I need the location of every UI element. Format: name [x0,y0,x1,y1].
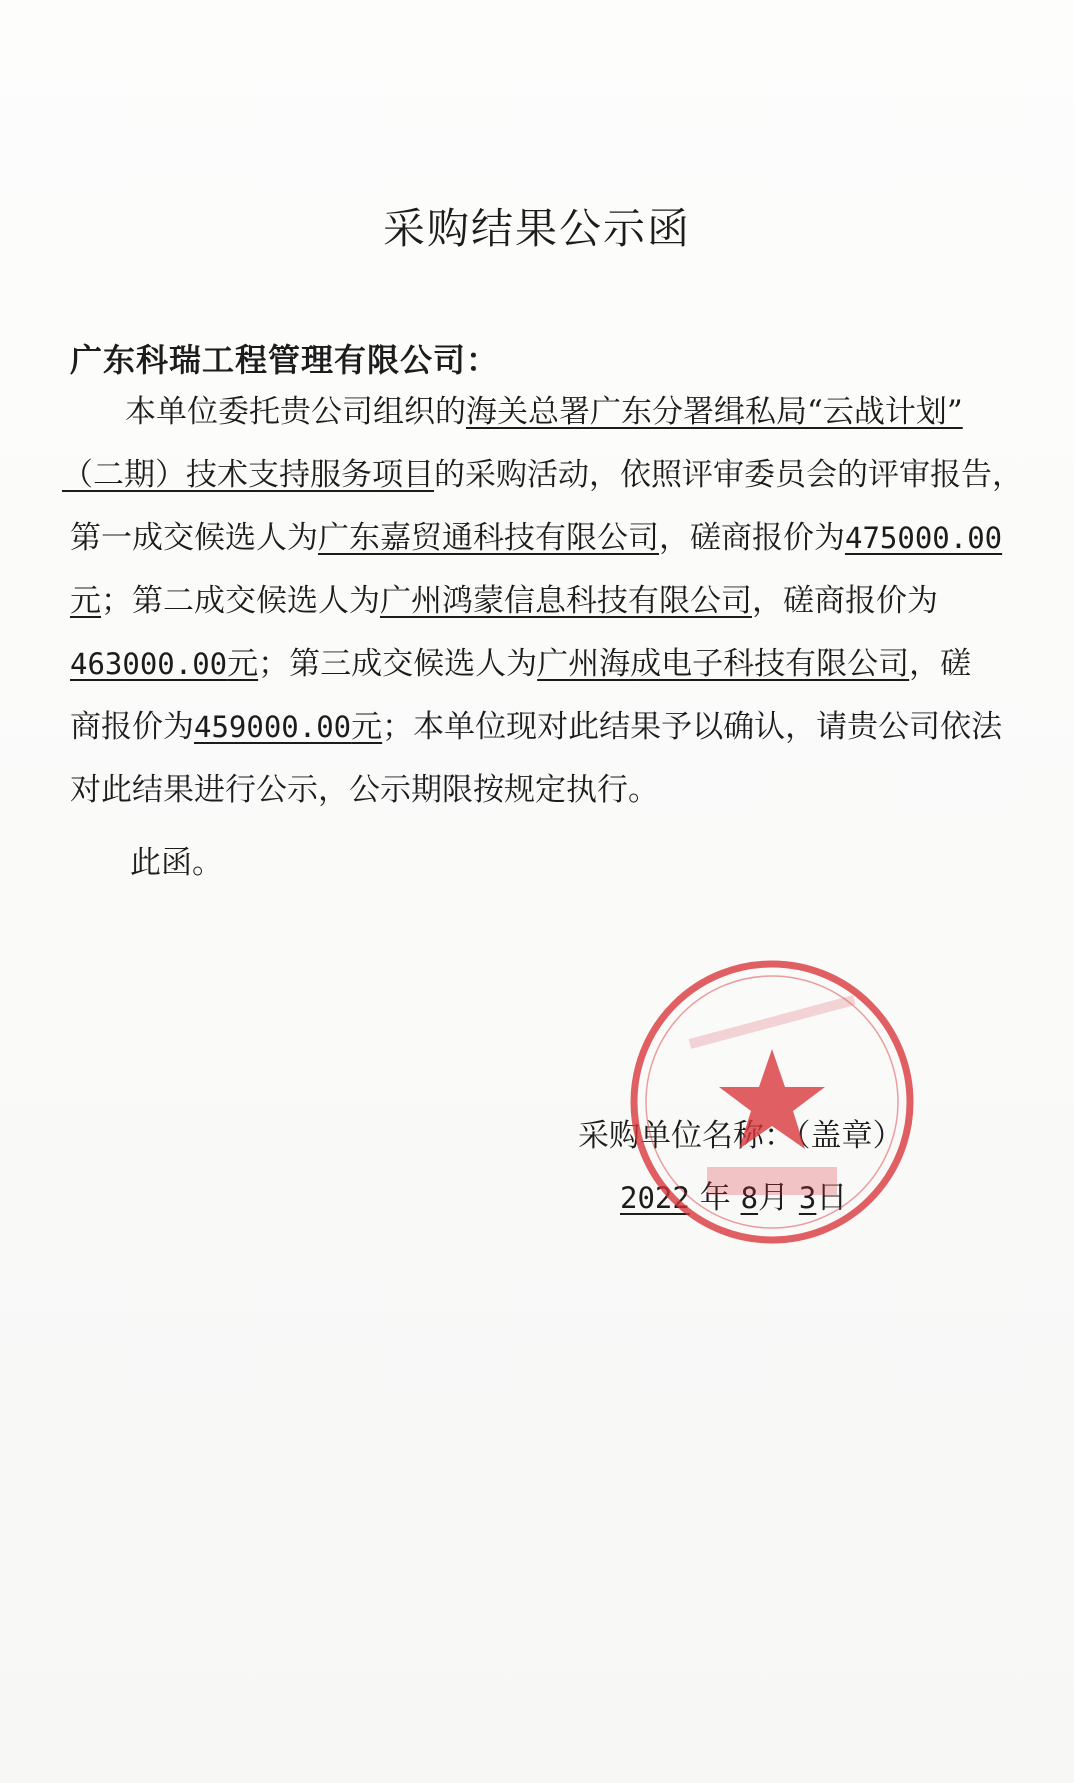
page-title: 采购结果公示函 [382,204,691,253]
project-name-part-2: （二期）技术支持服务项目 [62,457,434,493]
body-text: ；第二成交候选人为 [101,583,380,619]
body-text: 商报价为 [70,709,194,745]
date-year: 2022 [620,1181,690,1215]
body-text: 的采购活动，依照评审委员会的评审报告， [434,457,1023,493]
body-line-5 [70,644,1010,684]
third-candidate-price: 459000.00 [194,710,352,744]
seal-star-icon [719,1049,825,1149]
signature-label: 采购单位名称：（盖章） [578,1118,904,1154]
date-day-unit: 日 [816,1180,848,1216]
addressee: 广东科瑞工程管理有限公司： [70,341,500,379]
seal-bottom-text-mark [707,1167,837,1195]
date-year-unit: 年 [699,1180,731,1216]
body-line-6 [70,707,1010,747]
first-candidate-name: 广东嘉贸通科技有限公司 [318,520,659,556]
third-candidate-name: 广州海成电子科技有限公司 [537,646,910,682]
body-line-4 [70,581,1010,621]
second-candidate-name: 广州鸿蒙信息科技有限公司 [380,583,752,619]
body-line-1 [125,392,1010,432]
date-month-unit: 月 [758,1180,790,1216]
body-text: 本单位委托贵公司组织的 [125,394,466,430]
body-line-2 [62,455,1023,495]
body-text: ；本单位现对此结果予以确认，请贵公司依法 [382,709,1003,745]
body-line-3 [70,518,1010,558]
project-name-part-1: 海关总署广东分署缉私局“云战计划” [466,394,963,430]
body-text: ；第三成交候选人为 [258,646,538,682]
third-price-unit: 元 [351,709,383,745]
body-text: ，磋商报价为 [659,520,845,556]
date-month: 8 [740,1181,759,1215]
second-candidate-price: 463000.00 [70,647,228,681]
first-price-unit: 元 [70,583,101,619]
body-line-7: 对此结果进行公示，公示期限按规定执行。 [70,772,659,808]
body-text: ，磋商报价为 [752,583,938,619]
second-price-unit: 元 [227,646,259,682]
seal-arc-text-mark [689,995,856,1049]
official-seal-stamp [627,957,917,1247]
first-candidate-price: 475000.00 [845,521,1003,555]
date-day: 3 [798,1181,817,1215]
body-text: ，磋 [909,646,972,682]
closing-text: 此函。 [130,845,223,881]
body-text: 第一成交候选人为 [70,520,318,556]
